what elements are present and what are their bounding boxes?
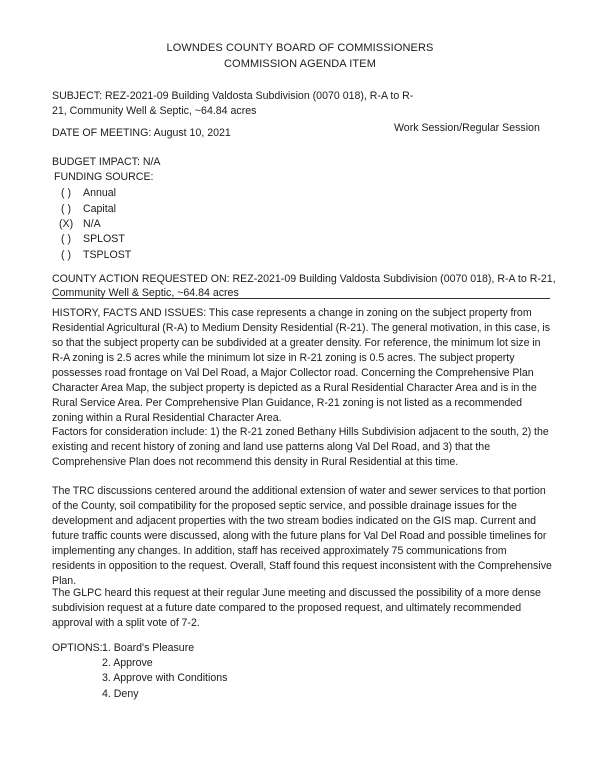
funding-label-tsplost: TSPLOST xyxy=(83,249,132,261)
option-boards-pleasure: 1. Board's Pleasure xyxy=(102,642,195,654)
funding-option-tsplost xyxy=(61,248,131,263)
funding-checkbox-capital: ( ) xyxy=(61,203,71,215)
funding-option-na xyxy=(59,217,101,232)
funding-source-label: FUNDING SOURCE: xyxy=(54,171,154,183)
subject-line2: 21, Community Well & Septic, ~64.84 acres xyxy=(52,105,257,117)
option-approve: 2. Approve xyxy=(102,657,153,669)
session-type: Work Session/Regular Session xyxy=(394,122,540,134)
funding-checkbox-na: (X) xyxy=(59,218,74,230)
county-action-line1: COUNTY ACTION REQUESTED ON: REZ-2021-09 Building Valdosta Subdivision (0070 018), R-A to R-21, xyxy=(52,273,556,285)
trc-discussion: The TRC discussions centered around the additional extension of water and sewer services to that portion of the County, soil compatibility for the proposed septic service, and possible drainage issues for the development and adjacent properties with the two stream bodies indicated on the GIS map. Current and future traffic counts were discussed, along with the future plans for Val Del Road and possible timelines for implementing any changes. In addition, staff has received approximately 75 communications from residents in opposition to the request. Overall, Staff found this request inconsistent with the Comprehensive Plan. xyxy=(52,485,552,587)
history-facts-issues: HISTORY, FACTS AND ISSUES: This case represents a change in zoning on the subject property from Residential Agricultural (R-A) to Medium Density Residential (R-21). The general motivation, in this case, is so that the subject property can be subdivided at a greater density. For reference, the minimum lot size in R-A zoning is 2.5 acres while the minimum lot size in R-21 zoning is 0.5 acres. The subject property possesses road frontage on Val Del Road, a Major Collector road. Concerning the Comprehensive Plan Character Area Map, the subject property is depicted as a Rural Residential Character Area and is in the Rural Service Area. Per Comprehensive Plan Guidance, R-21 zoning is not listed as a recommended zoning within a Rural Residential Character Area. xyxy=(52,307,551,424)
funding-label-capital: Capital xyxy=(83,203,116,215)
section-divider xyxy=(52,298,550,299)
budget-impact: BUDGET IMPACT: N/A xyxy=(52,156,161,168)
funding-label-splost: SPLOST xyxy=(83,233,125,245)
funding-checkbox-annual: ( ) xyxy=(61,187,71,199)
glpc-recommendation: The GLPC heard this request at their regular June meeting and discussed the possibility of a more dense subdivision request at a future date compared to the proposed request, and ultimately recommended approval with a split vote of 7-2. xyxy=(52,587,541,629)
funding-label-annual: Annual xyxy=(83,187,116,199)
funding-checkbox-splost: ( ) xyxy=(61,233,71,245)
county-action-line2: Community Well & Septic, ~64.84 acres xyxy=(52,287,239,299)
option-deny: 4. Deny xyxy=(102,688,139,700)
funding-label-na: N/A xyxy=(83,218,101,230)
funding-option-capital xyxy=(61,202,116,217)
factors-for-consideration: Factors for consideration include: 1) the R-21 zoned Bethany Hills Subdivision adjacent to the south, 2) the existing and recent history of zoning and land use patterns along Val Del Road, and 3) that the Comprehensive Plan does not recommend this density in Rural Residential at this time. xyxy=(52,426,549,468)
subject-line1: SUBJECT: REZ-2021-09 Building Valdosta Subdivision (0070 018), R-A to R- xyxy=(52,90,414,102)
document-title-line2: COMMISSION AGENDA ITEM xyxy=(224,58,376,70)
options-label: OPTIONS: xyxy=(52,642,103,654)
funding-option-splost xyxy=(61,232,125,247)
meeting-date: DATE OF MEETING: August 10, 2021 xyxy=(52,127,231,139)
document-title-line1: LOWNDES COUNTY BOARD OF COMMISSIONERS xyxy=(166,42,434,54)
funding-checkbox-tsplost: ( ) xyxy=(61,249,71,261)
option-approve-with-conditions: 3. Approve with Conditions xyxy=(102,672,228,684)
funding-option-annual xyxy=(61,186,116,201)
